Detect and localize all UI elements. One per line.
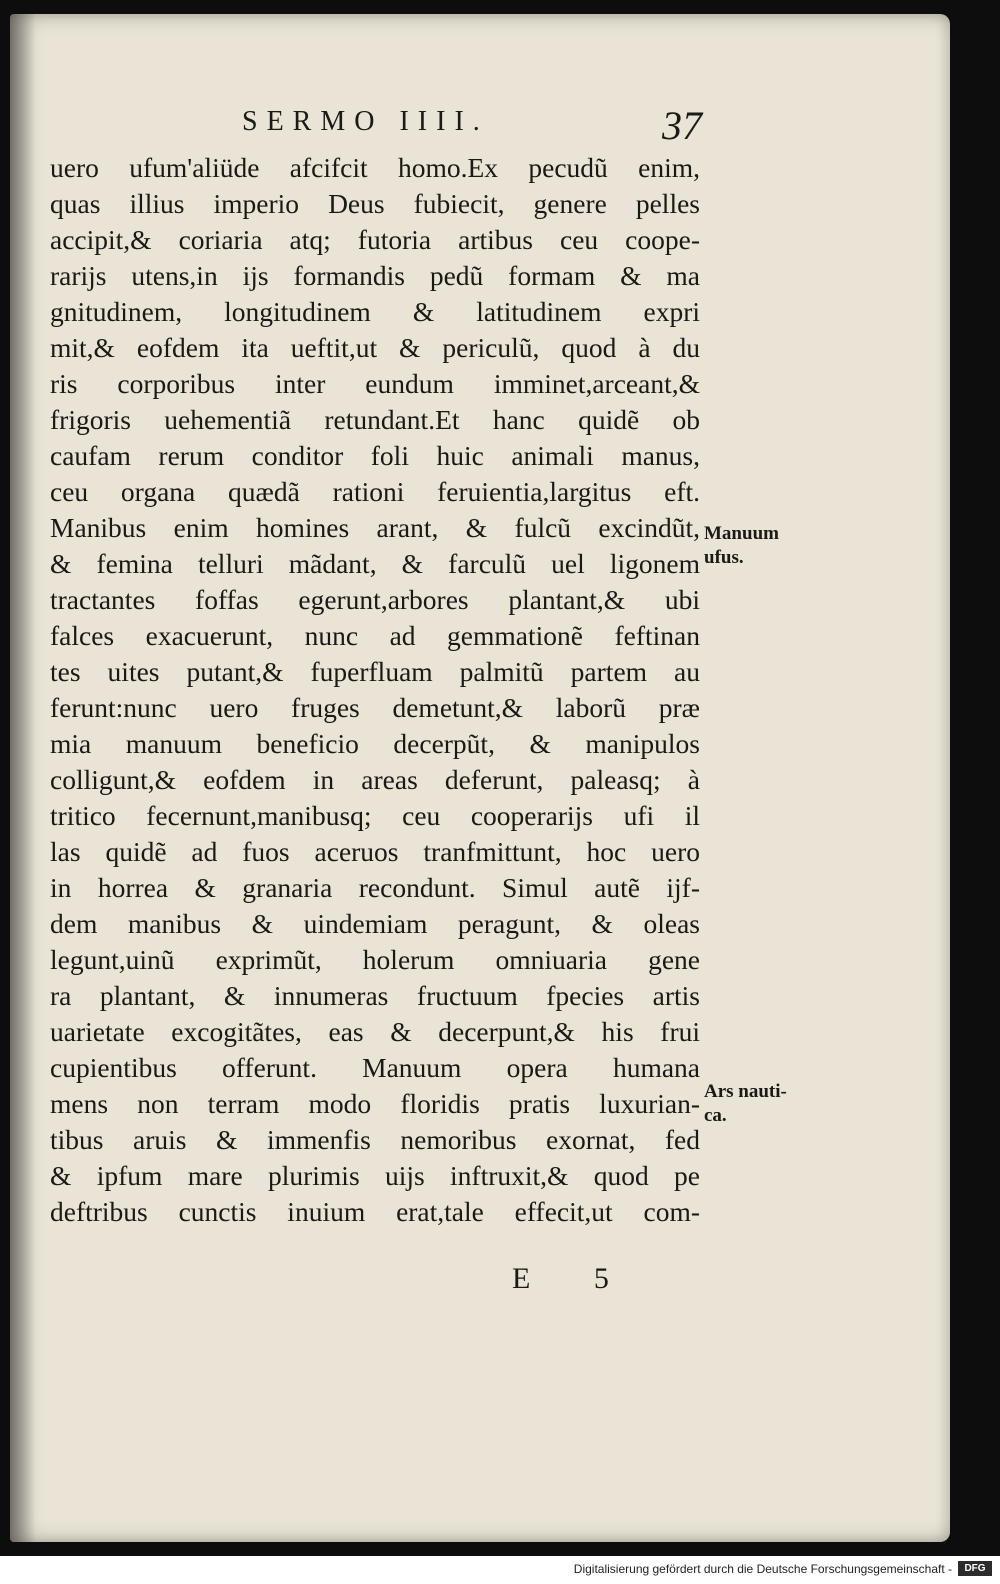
book-page	[10, 14, 950, 1542]
marginal-line: ca.	[704, 1105, 727, 1126]
text-line: mia manuum beneficio decerpũt, & manipulos	[50, 728, 700, 759]
text-line: ferunt:nunc uero fruges demetunt,& laborũ præ	[50, 692, 700, 723]
text-line: gnitudinem, longitudinem & latitudinem expri	[50, 296, 700, 327]
text-line: rarijs utens,in ijs formandis pedũ formam & ma	[50, 260, 700, 291]
text-line: tibus aruis & immenfis nemoribus exornat, fed	[50, 1124, 700, 1155]
text-line: Manibus enim homines arant, & fulcũ excindũt,	[50, 512, 700, 543]
text-line: mens non terram modo floridis pratis luxurian-	[50, 1088, 700, 1119]
text-line: in horrea & granaria recondunt. Simul autẽ ijf-	[50, 872, 700, 903]
text-line: ris corporibus inter eundum imminet,arceant,&	[50, 368, 700, 399]
text-line: tes uites putant,& fuperfluam palmitũ partem au	[50, 656, 700, 687]
signature-mark: E 5	[512, 1262, 637, 1295]
text-line: mit,& eofdem ita ueftit,ut & periculũ, quod à du	[50, 332, 700, 363]
text-line: & femina telluri mãdant, & farculũ uel ligonem	[50, 548, 700, 579]
text-line: colligunt,& eofdem in areas deferunt, paleasq; à	[50, 764, 700, 795]
text-line: deftribus cunctis inuium erat,tale effecit,ut com-	[50, 1196, 700, 1227]
text-line: cupientibus offerunt. Manuum opera humana	[50, 1052, 700, 1083]
text-line: & ipfum mare plurimis uijs inftruxit,& quod pe	[50, 1160, 700, 1191]
text-line: tractantes foffas egerunt,arbores plantant,& ubi	[50, 584, 700, 615]
text-line: uero ufum'aliüde afcifcit homo.Ex pecudũ enim,	[50, 152, 700, 183]
text-line: caufam rerum conditor foli huic animali manus,	[50, 440, 700, 471]
text-line: ra plantant, & innumeras fructuum fpecies artis	[50, 980, 700, 1011]
text-line: legunt,uinũ exprimũt, holerum omniuaria gene	[50, 944, 700, 975]
text-line: tritico fecernunt,manibusq; ceu cooperarijs ufi il	[50, 800, 700, 831]
gutter-shadow	[10, 14, 36, 1542]
marginal-note-ars-nautica	[704, 1080, 804, 1128]
footer-credit: Digitalisierung gefördert durch die Deutsche Forschungsgemeinschaft -	[573, 1562, 952, 1576]
text-line: frigoris uehementiã retundant.Et hanc quidẽ ob	[50, 404, 700, 435]
dfg-logo: DFG	[958, 1561, 992, 1576]
marginal-line: Ars nauti-	[704, 1081, 787, 1102]
text-line: accipit,& coriaria atq; futoria artibus ceu coope-	[50, 224, 700, 255]
text-line: dem manibus & uindemiam peragunt, & oleas	[50, 908, 700, 939]
text-line: falces exacuerunt, nunc ad gemmationẽ feftinan	[50, 620, 700, 651]
text-line: ceu organa quædã rationi feruientia,largitus eft.	[50, 476, 700, 507]
text-line: uarietate excogitãtes, eas & decerpunt,& his frui	[50, 1016, 700, 1047]
main-text	[50, 150, 700, 1230]
marginal-line: ufus.	[704, 547, 744, 568]
marginal-line: Manuum	[704, 523, 779, 544]
text-line: quas illius imperio Deus fubiecit, genere pelles	[50, 188, 700, 219]
running-head: SERMO IIII.	[242, 106, 489, 137]
page-number: 37	[662, 103, 702, 148]
text-line: las quidẽ ad fuos aceruos tranfmittunt, hoc uero	[50, 836, 700, 867]
marginal-note-manuum-usus	[704, 522, 804, 570]
